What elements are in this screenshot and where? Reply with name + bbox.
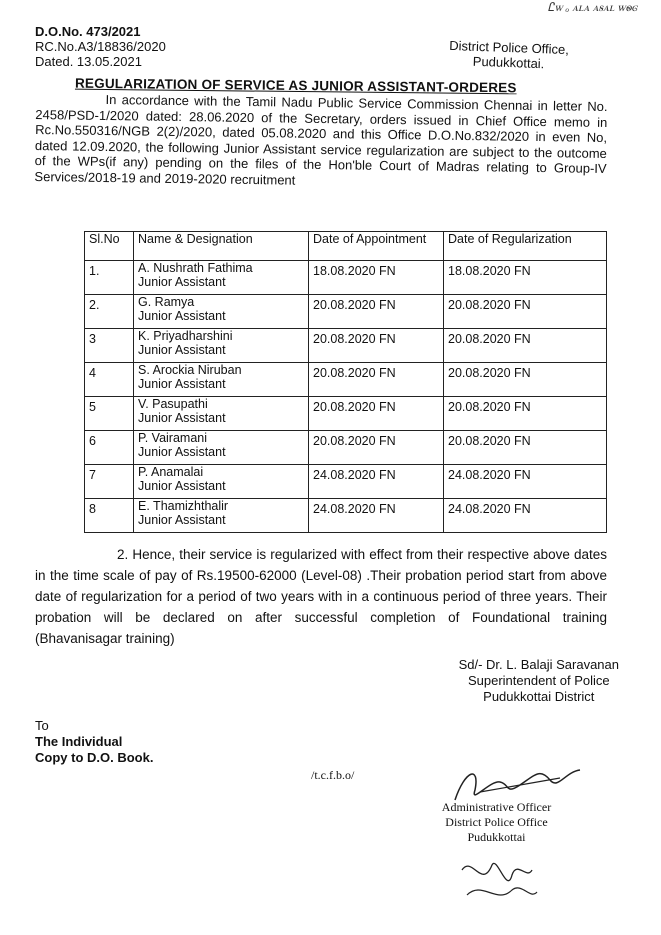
- table-row: [85, 295, 607, 329]
- table-row: [85, 363, 607, 397]
- paragraph-2-text: 2. Hence, their service is regularized with effect from their respective above dates in the time scale of pay of Rs.19500-62000 (Level-08) .Their probation period start from above date of regularization for a period of two years with in a continuous period of three years. Their probation will be declared on after successful completion of Foundational training (Bhavanisagar training): [35, 547, 607, 646]
- reference-mark: /t.c.f.b.o/: [311, 768, 355, 782]
- cell-appointment: 20.08.2020 FN: [309, 363, 444, 397]
- admin-officer-stamp: [414, 800, 579, 845]
- person-designation: Junior Assistant: [138, 275, 226, 289]
- person-designation: Junior Assistant: [138, 411, 226, 425]
- intro-paragraph: [34, 91, 607, 192]
- cell-regularization: 20.08.2020 FN: [444, 329, 607, 363]
- cell-slno: 1.: [85, 261, 134, 295]
- cell-slno: 4: [85, 363, 134, 397]
- person-name: P. Anamalai: [138, 465, 204, 479]
- cell-appointment: 20.08.2020 FN: [309, 295, 444, 329]
- cell-regularization: 24.08.2020 FN: [444, 465, 607, 499]
- regularization-table: [84, 231, 607, 533]
- cell-appointment: 24.08.2020 FN: [309, 465, 444, 499]
- cell-slno: 7: [85, 465, 134, 499]
- copy-to: Copy to D.O. Book.: [35, 750, 154, 765]
- person-name: K. Priyadharshini: [138, 329, 233, 343]
- table-row: [85, 261, 607, 295]
- signature-district: Pudukkottai District: [483, 689, 595, 704]
- cell-slno: 2.: [85, 295, 134, 329]
- handwritten-note: Ꮭꮃ ₒ ꭺꮮꭺ ꭺꭶꭺꮮ ꮃꮻꮆ: [547, 0, 637, 14]
- cell-regularization: 20.08.2020 FN: [444, 431, 607, 465]
- cell-regularization: 20.08.2020 FN: [444, 295, 607, 329]
- person-designation: Junior Assistant: [138, 377, 226, 391]
- cell-slno: 6: [85, 431, 134, 465]
- table-row: [85, 397, 607, 431]
- rc-number: RC.No.A3/18836/2020: [35, 39, 166, 54]
- person-designation: Junior Assistant: [138, 479, 226, 493]
- office-place: Pudukkottai.: [472, 53, 545, 72]
- cell-name: [134, 295, 309, 329]
- cell-name: [134, 329, 309, 363]
- page-title: REGULARIZATION OF SERVICE AS JUNIOR ASSISTANT-ORDERES: [74, 75, 517, 96]
- cell-regularization: 20.08.2020 FN: [444, 363, 607, 397]
- cell-slno: 3: [85, 329, 134, 363]
- cell-name: [134, 261, 309, 295]
- person-name: P. Vairamani: [138, 431, 208, 445]
- dated: Dated. 13.05.2021: [35, 54, 142, 69]
- person-name: S. Arockia Niruban: [138, 363, 242, 377]
- cell-regularization: 24.08.2020 FN: [444, 499, 607, 533]
- col-header-slno: Sl.No: [85, 232, 134, 261]
- office-name: District Police Office,: [449, 37, 570, 58]
- to-label: To: [35, 718, 49, 733]
- cell-name: [134, 363, 309, 397]
- signature-name: Sd/- Dr. L. Balaji Saravanan: [458, 657, 619, 672]
- cell-appointment: 20.08.2020 FN: [309, 329, 444, 363]
- cell-appointment: 20.08.2020 FN: [309, 397, 444, 431]
- person-name: E. Thamizhthalir: [138, 499, 229, 513]
- person-name: A. Nushrath Fathima: [138, 261, 253, 275]
- cell-regularization: 18.08.2020 FN: [444, 261, 607, 295]
- cell-regularization: 20.08.2020 FN: [444, 397, 607, 431]
- cell-appointment: 24.08.2020 FN: [309, 499, 444, 533]
- cell-slno: 5: [85, 397, 134, 431]
- signature-title: Superintendent of Police: [467, 673, 610, 688]
- table-header-row: [85, 232, 607, 261]
- cell-name: [134, 465, 309, 499]
- person-designation: Junior Assistant: [138, 309, 226, 323]
- person-designation: Junior Assistant: [138, 445, 226, 459]
- admin-place: Pudukkottai: [467, 830, 526, 844]
- header-right: [449, 38, 570, 72]
- paragraph-2: [35, 544, 607, 649]
- person-designation: Junior Assistant: [138, 513, 226, 527]
- signature-block: [459, 657, 619, 705]
- intro-text: In accordance with the Tamil Nadu Public Service Commission Chennai in letter No. 2458/PSD-1/2020 dated: 28.06.2020 of the Secretary, orders issued in Chief Office memo in Rc.No.550316/NGB 2(2)/2020, dated 05.08.2020 and this Office D.O.No.832/2020 in even No, dated 12.09.2020, the following Junior Assistant service regularization are subject to the outcome of the WPs(if any) pending on the files of the Hon'ble Court of Madras relating to Group-IV Services/2018-19 and 2019-2020 recruitment: [34, 91, 608, 188]
- table-row: [85, 431, 607, 465]
- table-row: [85, 499, 607, 533]
- cell-appointment: 18.08.2020 FN: [309, 261, 444, 295]
- person-name: V. Pasupathi: [138, 397, 208, 411]
- cell-slno: 8: [85, 499, 134, 533]
- admin-office: District Police Office: [445, 815, 548, 829]
- table-row: [85, 465, 607, 499]
- recipient-block: [35, 718, 153, 766]
- cell-appointment: 20.08.2020 FN: [309, 431, 444, 465]
- person-name: G. Ramya: [138, 295, 195, 309]
- to-individual: The Individual: [35, 734, 123, 749]
- col-header-regularization: Date of Regularization: [444, 232, 607, 261]
- col-header-appointment: Date of Appointment: [309, 232, 444, 261]
- header-left: [35, 24, 166, 69]
- table-row: [85, 329, 607, 363]
- cell-name: [134, 397, 309, 431]
- do-number: D.O.No. 473/2021: [35, 24, 141, 39]
- person-designation: Junior Assistant: [138, 343, 226, 357]
- initials-scribble: [452, 850, 542, 910]
- cell-name: [134, 499, 309, 533]
- admin-title: Administrative Officer: [441, 800, 552, 814]
- col-header-name: Name & Designation: [134, 232, 309, 261]
- cell-name: [134, 431, 309, 465]
